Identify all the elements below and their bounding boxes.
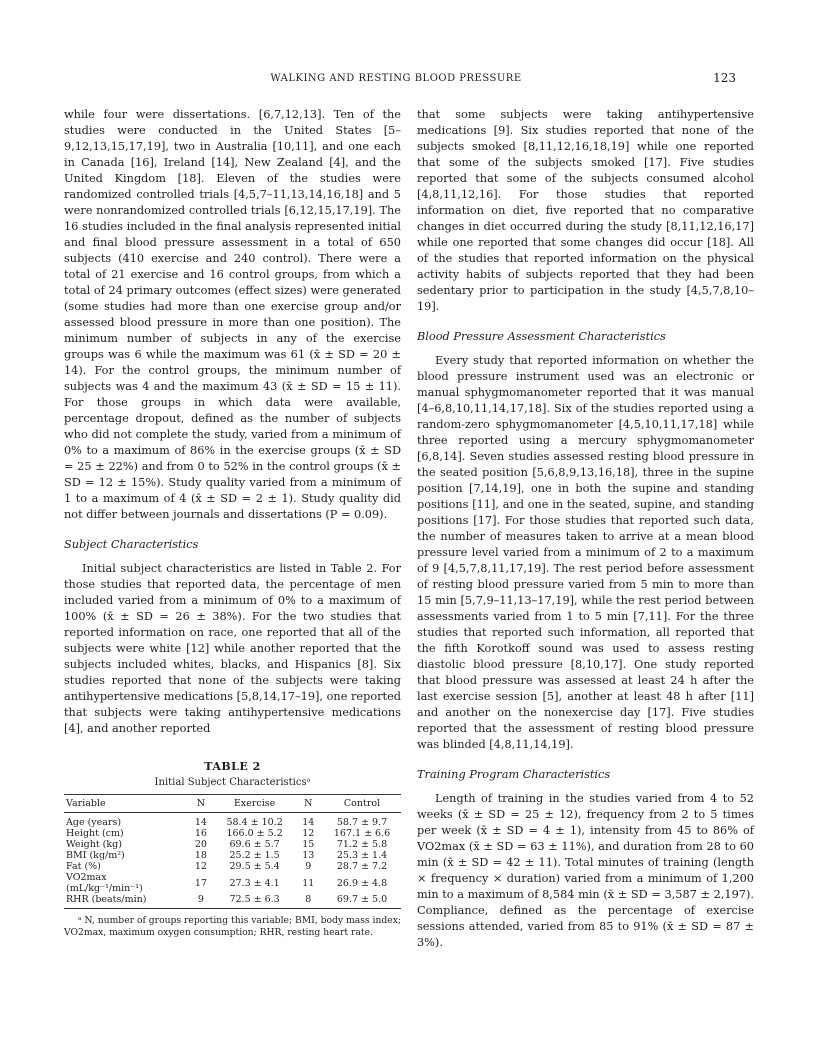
- table-cell: 15: [302, 839, 315, 850]
- table-cell: 72.5 ± 6.3: [216, 894, 294, 909]
- paragraph-study-characteristics: while four were dissertations. [6,7,12,13]. Ten of the studies were conducted in the United States [5–9,12,13,15,17,19], two in Australia [10,11], and one each in Canada [16], Ireland [14], New Zealand [4], and the United Kingdom [18]. Eleven of the studies were randomized controlled trials [4,5,7–11,13,14,16,18] and 5 were nonrandomized controlled trials [6,12,15,17,19]. The 16 studies included in the final analysis represented initial and final blood pressure assessment in a total of 650 subjects (410 exercise and 240 control). There were a total of 21 exercise and 16 control groups, from which a total of 24 primary outcomes (effect sizes) were generated (some studies had more than one exercise group and/or assessed blood pressure in more than one position). The minimum number of subjects in any of the exercise groups was 6 while the maximum was 61 (x̄ ± SD = 20 ± 14). For the control groups, the minimum number of subjects was 4 and the maximum 43 (x̄ ± SD = 15 ± 11). For those groups in which data were available, percentage dropout, defined as the number of subjects who did not complete the study, varied from a minimum of 0% to a maximum of 86% in the exercise groups (x̄ ± SD = 25 ± 22%) and from 0 to 52% in the control groups (x̄ ± SD = 12 ± 15%). Study quality varied from a minimum of 1 to a maximum of 4 (x̄ ± SD = 2 ± 1). Study quality did not differ between journals and dissertations (P = 0.09).: [64, 108, 401, 521]
- column-header-exercise: Exercise: [216, 795, 294, 813]
- table-cell: VO2max (mL/kg⁻¹/min⁻¹): [66, 872, 143, 894]
- table-cell: Age (years): [66, 817, 122, 828]
- table-cell: Fat (%): [66, 861, 101, 872]
- running-header: [56, 71, 736, 87]
- table-cell: 20: [194, 839, 207, 850]
- table-cell: 18: [194, 850, 207, 861]
- paragraph-subject-characteristics: Initial subject characteristics are listed in Table 2. For those studies that reported data, the percentage of men included varied from a minimum of 0% to a maximum of 100% (x̄ ± SD = 26 ± 38%). For the two studies that reported information on race, one reported that all of the subjects were white [12] while another reported that the subjects included whites, blacks, and Hispanics [8]. Six studies reported that none of the subjects were taking antihypertensive medications [5,8,14,17–19], one reported that subjects were taking antihypertensive medications [4], and another reported: [64, 562, 401, 735]
- table-cell: 58.4 ± 10.2: [226, 817, 283, 828]
- running-title: WALKING AND RESTING BLOOD PRESSURE: [270, 73, 522, 84]
- table-row: [64, 828, 401, 839]
- column-header-n-exercise: N: [186, 795, 215, 813]
- page-number: 123: [713, 71, 736, 85]
- table-cell: 12: [302, 828, 315, 839]
- table-cell: 71.2 ± 5.8: [336, 839, 388, 850]
- table-cell: 14: [194, 817, 207, 828]
- table-2-grid: [64, 794, 401, 909]
- table-cell: 25.2 ± 1.5: [229, 850, 280, 861]
- column-header-n-control: N: [294, 795, 323, 813]
- table-cell: 8: [294, 894, 323, 909]
- table-cell: 27.3 ± 4.1: [229, 877, 280, 889]
- table-cell: 25.3 ± 1.4: [336, 850, 388, 861]
- paragraph-training-program: Length of training in the studies varied from 4 to 52 weeks (x̄ ± SD = 25 ± 12), frequency from 2 to 5 times per week (x̄ ± SD = 4 ± 1), intensity from 45 to 86% of VO2max (x̄ ± SD = 63 ± 11%), and duration from 28 to 60 min (x̄ ± SD = 42 ± 11). Total minutes of training (length × frequency × duration) varied from a minimum of 1,200 min to a maximum of 8,584 min (x̄ ± SD = 3,587 ± 2,197). Compliance, defined as the percentage of exercise sessions attended, varied from 85 to 91% (x̄ ± SD = 87 ± 3%).: [417, 792, 754, 949]
- table-row: [64, 872, 401, 894]
- table-row: [64, 839, 401, 850]
- table-cell: 28.7 ± 7.2: [336, 861, 388, 872]
- table-cell: 16: [194, 828, 207, 839]
- table-cell: 26.9 ± 4.8: [336, 877, 388, 889]
- paragraph-bp-assessment: Every study that reported information on whether the blood pressure instrument used was an electronic or manual sphygmomanometer reported that it was manual [4–6,8,10,11,14,17,18]. Six of the studies reported using a random-zero sphygmomanometer [4,5,10,11,17,18] while three reported using a mercury sphygmomanometer [6,8,14]. Seven studies assessed resting blood pressure in the seated position [5,6,8,9,13,16,18], three in the supine position [7,14,19], one in both the supine and standing positions [11], and one in the seated, supine, and standing positions [17]. For those studies that reported such data, the number of measures taken to arrive at a mean blood pressure level varied from a minimum of 2 to a maximum of 9 [4,5,7,8,11,17,19]. The rest period before assessment of resting blood pressure varied from 5 min to more than 15 min [5,7,9–11,13–17,19], while the rest period between assessments varied from 1 to 5 min [7,11]. For the three studies that reported such information, all reported that the fifth Korotkoff sound was used to assess resting diastolic blood pressure [8,10,17]. One study reported that blood pressure was assessed at least 24 h after the last exercise session [5], another at least 48 h after [11] and another on the nonexercise day [17]. Five studies reported that the assessment of resting blood pressure was blinded [4,8,11,14,19].: [417, 354, 754, 751]
- table-footnote: ᵃ N, number of groups reporting this variable; BMI, body mass index; VO2max, maximum oxygen consumption; RHR, resting heart rate.: [64, 915, 401, 938]
- table-row: [64, 861, 401, 872]
- table-cell: 69.6 ± 5.7: [229, 839, 280, 850]
- table-cell: 58.7 ± 9.7: [336, 817, 388, 828]
- table-row: [64, 813, 401, 829]
- table-cell: 9: [186, 894, 215, 909]
- table-cell: 9: [305, 861, 312, 872]
- table-header-row: [64, 795, 401, 813]
- left-column: [64, 107, 401, 737]
- table-cell: 167.1 ± 6.6: [333, 828, 391, 839]
- table-cell: 13: [302, 850, 315, 861]
- table-cell: 29.5 ± 5.4: [229, 861, 280, 872]
- paragraph-subject-continued: that some subjects were taking antihypertensive medications [9]. Six studies reported that none of the subjects smoked [8,11,12,16,18,19] while one reported that some of the subjects smoked [17]. Five studies reported that some of the subjects consumed alcohol [4,8,11,12,16]. For those studies that reported information on diet, five reported that no comparative changes in diet occurred during the study [8,11,12,16,17] while one reported that some changes did occur [18]. All of the studies that reported information on the physical activity habits of subjects reported that they had been sedentary prior to participation in the study [4,5,7,8,10–19].: [417, 108, 754, 313]
- table-cell: 14: [302, 817, 315, 828]
- table-cell: BMI (kg/m²): [66, 850, 125, 861]
- table-cell: 166.0 ± 5.2: [226, 828, 283, 839]
- table-cell: RHR (beats/min): [64, 894, 186, 909]
- table-caption: Initial Subject Characteristicsᵃ: [154, 777, 311, 788]
- section-heading-bp-assessment: Blood Pressure Assessment Characteristics: [417, 330, 666, 343]
- table-cell: Height (cm): [66, 828, 124, 839]
- section-heading-training-program: Training Program Characteristics: [417, 768, 611, 781]
- section-heading-subject-characteristics: Subject Characteristics: [64, 538, 199, 551]
- table-row: [64, 850, 401, 861]
- table-cell: 12: [194, 861, 207, 872]
- table-2: [64, 760, 401, 948]
- table-cell: Weight (kg): [66, 839, 122, 850]
- right-column: [417, 107, 754, 951]
- table-title: TABLE 2: [204, 760, 261, 773]
- table-cell: 11: [302, 877, 315, 889]
- table-cell: 17: [194, 877, 207, 889]
- table-row: [64, 894, 401, 909]
- column-header-control: Control: [323, 795, 401, 813]
- table-cell: 69.7 ± 5.0: [323, 894, 401, 909]
- column-header-variable: Variable: [64, 795, 186, 813]
